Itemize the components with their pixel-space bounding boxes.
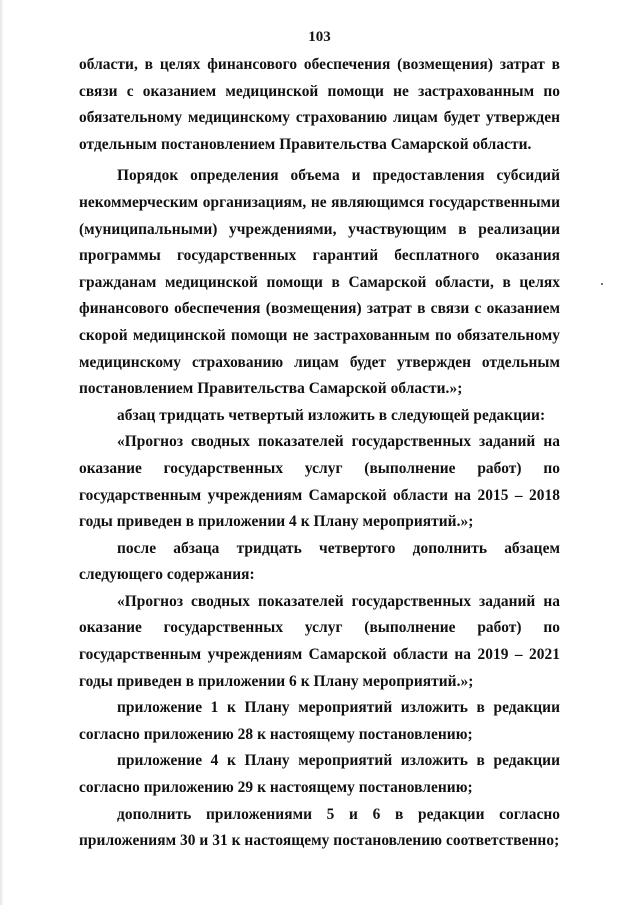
page-number: 103 xyxy=(308,29,331,45)
paragraph-subsidy-procedure: Порядок определения объема и предоставления субсидий некоммерческим организациям, не являющимся государственными (муниципальными) учреждениями, участвующим в реализации программы государственных гарантий бесплатного оказания гражданам медицинской помощи в Самарской области, в целях финансового обеспечения (возмещения) затрат в связи с оказанием скорой медицинской помощи не застрахованным по обязательному медицинскому страхованию лицам будет утвержден отдельным постановлением Правительства Самарской области.»; xyxy=(79,167,560,398)
paragraph-continuation: области, в целях финансового обеспечения (возмещения) затрат в связи с оказанием медицинской помощи не застрахованным по обязательному медицинскому страхованию лицам будет утвержден отдельным постановлением Правительства Самарской области. xyxy=(79,56,560,153)
paragraph-appendix-4: приложение 4 к Плану мероприятий изложить в редакции согласно приложению 29 к настоящему постановлению; xyxy=(79,752,560,797)
paragraph-forecast-2019-2021: «Прогноз сводных показателей государственных заданий на оказание государственных услуг (выполнение работ) по государственным учреждениям Самарской области на 2019 – 2021 годы приведен в приложении 6 к Плану мероприятий.»; xyxy=(79,592,560,690)
paragraph-add-after-34: после абзаца тридцать четвертого дополнить абзацем следующего содержания: xyxy=(79,539,560,584)
paragraph-appendix-1: приложение 1 к Плану мероприятий изложить в редакции согласно приложению 28 к настоящему постановлению; xyxy=(79,699,560,743)
paragraph-amend-34: абзац тридцать четвертый изложить в следующей редакции: xyxy=(117,406,546,424)
scan-speck xyxy=(601,283,603,285)
paragraph-appendices-5-6: дополнить приложениями 5 и 6 в редакции согласно приложениям 30 и 31 к настоящему постановлению соответственно; xyxy=(79,805,560,850)
paragraph-forecast-2015-2018: «Прогноз сводных показателей государственных заданий на оказание государственных услуг (выполнение работ) по государственным учреждениям Самарской области на 2015 – 2018 годы приведен в приложении 4 к Плану мероприятий.»; xyxy=(79,433,560,531)
